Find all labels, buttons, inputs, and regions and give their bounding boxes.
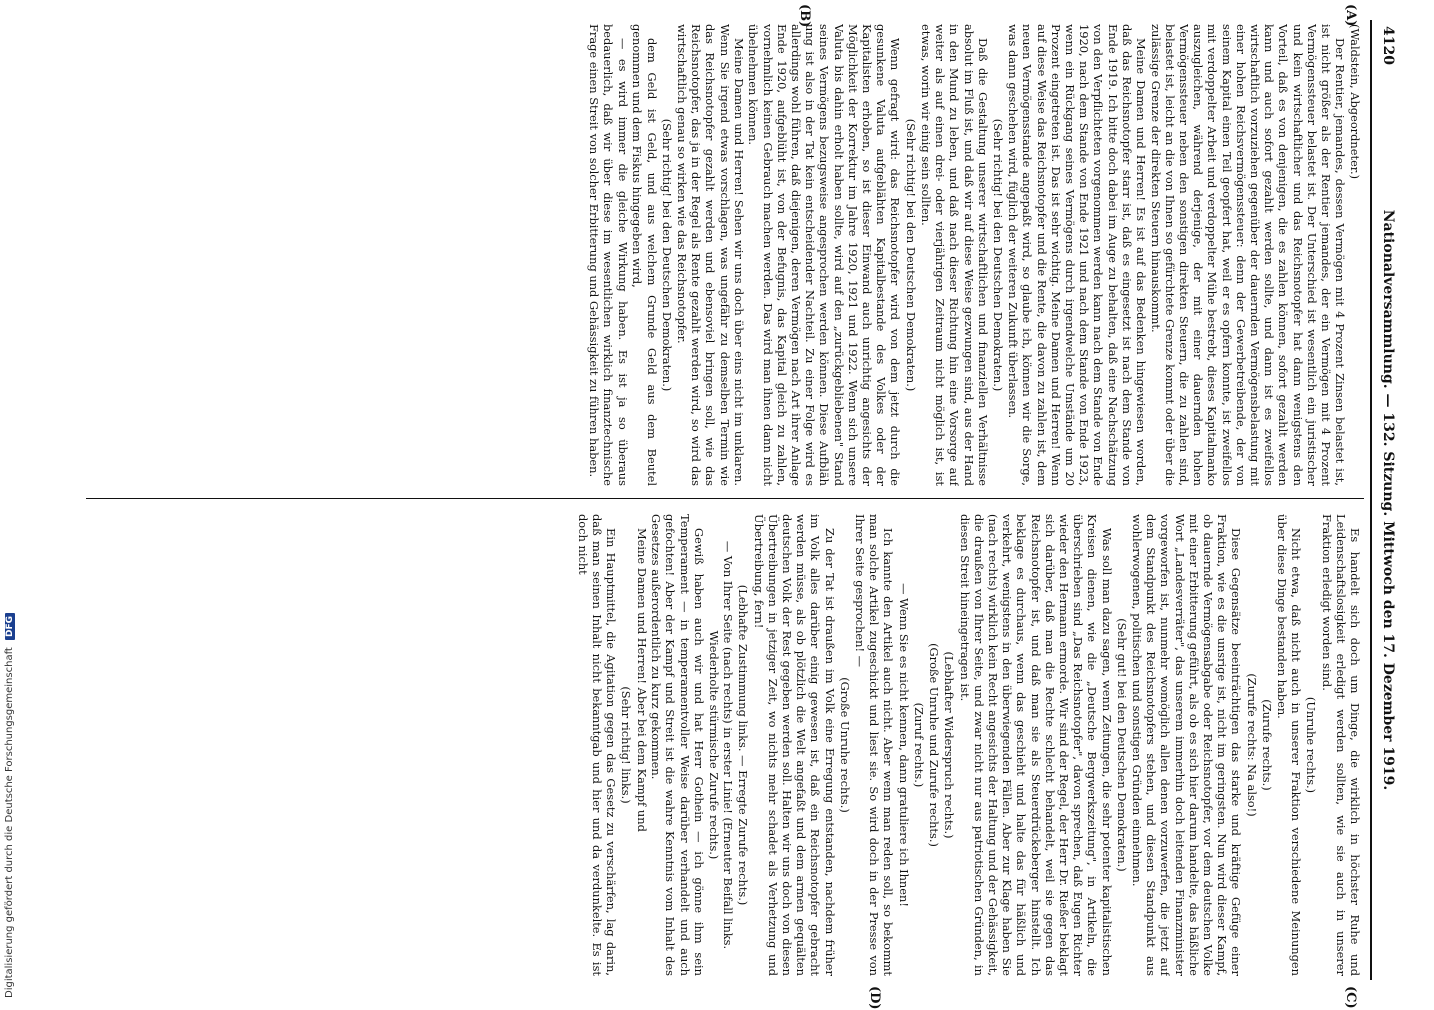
dfg-attribution xyxy=(4,613,15,998)
margin-marker-b: (B) xyxy=(797,4,812,28)
paragraph: Nicht etwa, daß nicht auch in unserer Fraktion verschiedene Meinungen über diese Dinge bestanden haben. xyxy=(1274,514,1304,976)
paragraph: — es wird immer die gleiche Wirkung haben. Es ist ja so überaus bedauerlich, daß wir über diese im wesentlichen wirklich finanztechnische Frage einen Streit von solcher Erbitterung und Gehässigkeit zu führen haben. xyxy=(587,24,630,486)
speaker-name: (Waldstein, Abgeordneter.) xyxy=(1348,24,1362,180)
interjection: (Lebhafter Widerspruch rechts.) xyxy=(942,651,957,839)
interjection: (Sehr richtig! bei den Deutschen Demokraten.) xyxy=(659,118,674,392)
paragraph: Zu der Tat ist draußen im Volk eine Erregung entstanden, nachdem früher im Volk alles darüber einig gewesen ist, daß ein Reichsnotopfer gebracht werden müsse, als ob plötzlich die Welt angefaßt und dem armen gequälten deutschen Volk der Rest gegeben werden soll. Halten wir uns doch von diesen Übertreibungen in jetziger Zeit, wo nichts mehr schadet als Verhetzung und Übertreibung, fern! xyxy=(751,514,837,976)
interjection: (Große Unruhe rechts.) xyxy=(837,677,852,813)
interjection: (Sehr gut! bei den Deutschen Demokraten.) xyxy=(1114,618,1129,872)
interjection: — Von Ihrer Seite (nach rechts) in erster Linie! (Erneuter Beifall links. Wiederholte stürmische Zurufe rechts.) xyxy=(707,540,736,950)
interjection: (Zurufe rechts.) xyxy=(1259,699,1274,791)
paragraph: Es handelt sich doch um Dinge, die wirklich in höchster Ruhe und Leidenschaftslosigkeit erledigt werden sollten, wie sie auch in unserer Fraktion erledigt worden sind. xyxy=(1319,514,1362,976)
interjection: (Zurufe rechts: Na also!) xyxy=(1244,673,1259,817)
page-number: 4120 xyxy=(1380,26,1396,65)
dfg-logo: DFG xyxy=(5,613,15,640)
paragraph: Ein Hauptmittel, die Agitation gegen das Gesetz zu verschärfen, lag darin, daß man seinen Inhalt nicht bekanntgab und hier und da verdunkelte. Es ist doch nicht xyxy=(575,514,619,976)
margin-marker-d: (D) xyxy=(867,986,882,1010)
right-column xyxy=(92,514,1362,976)
interjection: — Wenn Sie es nicht kennen, dann gratuliere ich Ihnen! xyxy=(896,583,911,907)
paragraph: dem Geld ist Geld, und aus welchem Grunde Geld aus dem Beutel genommen und dem Fiskus hingegeben wird, xyxy=(630,24,659,486)
margin-marker-c: (C) xyxy=(1343,986,1358,1009)
paragraph: Meine Damen und Herren! Es ist auf das Bedenken hingewiesen worden, daß das Reichsnotopfer starr ist, daß es eingesetzt ist nach dem Stande von Ende 1919. Ich bitte doch dabei im Auge zu behalten, daß eine Nachschätzung von den Verpflichteten vorgenommen werden kann nach dem Stande von Ende 1920, nach dem Stande von Ende 1921 und nach dem Stande von Ende 1923, wenn ein Rückgang seines Vermögens durch irgendwelche Umstände um 20 Prozent eingetreten ist. Das ist sehr wichtig. Meine Damen und Herren! Wenn auf diese Weise das Reichsnotopfer und die Rente, die davon zu zahlen ist, dem neuen Vermögensstande angepaßt wird, so glaube ich, können wir die Sorge, was dann geschehen wird, füglich der weiteren Zukunft überlassen. xyxy=(1006,24,1148,486)
margin-marker-a: (A) xyxy=(1343,4,1358,27)
paragraph: Der Rentier, jemandes, dessen Vermögen mit 4 Prozent Zinsen belastet ist, ist nicht größer als der Rentier jemandes, der ein Vermögen mit 4 Prozent Vermögenssteuer belastet ist. Der Unterschied ist wesentlich ein juristischer und kein wirtschaftlicher und das Reichsnotopfer hat dann wenigstens den Vorteil, daß es von denjenigen, die es zahlen können, sofort gezahlt werden kann und auch sofort gezahlt werden sollte, und dann ist es zweifellos wirtschaftlich vorzuziehen gegenüber der dauernden Vermögensbelastung mit einer hohen Reichsvermögenssteuer: denn der Gewerbetreibende, der von seinem Kapital einen Teil geopfert hat, weil er es opfern konnte, ist zweifellos mit verdoppelter Arbeit und verdoppelter Mühe bestrebt, dieses Kapitalmanko auszugleichen, während derjenige, der mit einer dauernden hohen Vermögenssteuer neben den sonstigen direkten Steuern, die zu zahlen sind, belastet ist, leicht an die von Ihnen so gefürchtete Grenze kommt oder über die zulässige Grenze der direkten Steuern hinauskommt. xyxy=(1148,24,1348,486)
paragraph: Meine Damen und Herren! Aber bei dem Kampf und xyxy=(634,528,649,832)
paragraph: Ich kannte den Artikel auch nicht. Aber wenn man reden soll, so bekommt man solche Artikel zugeschickt und liest sie. So wird doch in der Presse von Ihrer Seite gesprochen! — xyxy=(853,514,896,976)
interjection: (Zuruf rechts.) xyxy=(911,702,926,788)
document-page xyxy=(82,4,1402,1010)
interjection: (Sehr richtig! bei den Deutschen Demokraten.) xyxy=(990,118,1005,392)
interjection: (Sehr richtig! bei den Deutschen Demokraten.) xyxy=(903,118,918,392)
paragraph: Diese Gegensätze beeinträchtigen das starke und kräftige Gefüge einer Fraktion, wie es die unsrige ist, nicht im geringsten. Nun wird dieser Kampf, ob dauernde Vermögensabgabe oder Reichsnotopfer, vor dem deutschen Volke mit einer Erbitterung geführt, als ob es sich hier darum handelte, das häßliche Wort „Landesverräter", das unserem immerhin doch leitenden Finanzminister vorgeworfen ist, nunmehr womöglich allen denen vorzuwerfen, die jetzt auf dem Standpunkt des Reichsnotopfers stehen, und diesen Standpunkt aus wohlerwogenen, politischen und sonstigen Gründen einnehmen. xyxy=(1129,514,1244,976)
paragraph: Was soll man dazu sagen, wenn Zeitungen, die sehr potenter kapitalistischen Kreisen dienen, wie die „Deutsche Bergwerkszeitung", in Artikeln, die überschrieben sind „Das Reichsnotopfer", davon sprechen, daß Eugen Richter wieder den Hermann ermorde. Wir sind der Regel, der Herr Dr. Rießer beklagt sich darüber, daß man die Rechte schlecht behandelt, weil sie gegen das Reichsnotopfer ist, und daß man sie als Steuerdrückeberger hinstellt. Ich beklage es durchaus, wenn das geschieht und halte das für häßlich und verkehrt, wenigstens in den überwiegenden Fällen. Aber zur Klage haben Sie (nach rechts) wirklich kein Recht angesichts der Haltung und der Gehässigkeit, die draußen von Ihrer Seite, und zwar nicht nur aus patriotischen Gründen, in diesen Streit hineingetragen ist. xyxy=(957,514,1114,976)
interjection: (Lebhafte Zustimmung links. — Erregte Zurufe rechts.) xyxy=(736,584,751,906)
left-column xyxy=(92,24,1362,486)
running-head: Nationalversammlung. — 132. Sitzung. Mittwoch den 17. Dezember 1919. xyxy=(1380,209,1396,791)
page-header xyxy=(1372,20,1396,980)
interjection: (Sehr richtig! links.) xyxy=(619,686,634,804)
interjection: (Große Unruhe und Zurufe rechts.) xyxy=(927,643,942,847)
paragraph: Daß die Gestaltung unserer wirtschaftlichen und finanziellen Verhältnisse absolut im Fluß ist, und daß wir auf diese Weise gezwungen sind, aus der Hand in den Mund zu leben, und daß nach dieser Richtung hin eine Vorsorge auf weiter als auf einen drei- oder vierjährigen Zeitraum nicht möglich ist, ist etwas, worin wir einig sein sollten. xyxy=(918,24,990,486)
column-divider xyxy=(86,498,1364,499)
paragraph: Gewiß haben auch wir und hat Herr Gothein — ich gönne ihm sein Temperament — in temperamentvoller Weise darüber verhandelt und auch gefochten! Aber der Kampf und Streit ist die wahre Kenntnis vom Inhalt des Gesetzes außerordentlich zu kurz gekommen. xyxy=(649,514,706,976)
paragraph: Wenn gefragt wird: das Reichsnotopfer wird von dem jetzt durch die gesunkene Valuta aufgeblähten Kapitalbestande des Volkes oder der Kapitalisten erhoben, so ist dieser Einwand auch unrichtig angesichts der Möglichkeit der Korrektur im Jahre 1920, 1921 und 1922. Wenn sich unsere Valuta bis dahin erholt haben sollte, wird auf den „zurückgebliebenen" Stand seines Vermögens bezugsweise angesprochen werden können. Diese Aufbläh ung ist also in der Tat kein entscheidender Nachteil. Zu einer Folge wird es allerdings wohl führen, daß diejenigen, deren Vermögen nach Art ihrer Anlage Ende 1920, aufgeblüht ist, von der Befugnis, das Kapital gleich zu zahlen, vornehmlich keinen Gebrauch machen werden. Das wird man ihnen dann nicht übelnehmen können. xyxy=(746,24,903,486)
attribution-text: Digitalisierung gefördert durch die Deutsche Forschungsgemeinschaft xyxy=(4,647,15,998)
interjection: (Unruhe rechts.) xyxy=(1304,696,1319,794)
paragraph: Meine Damen und Herren! Sehen wir uns doch über eins nicht im unklaren. Wenn Sie irgend etwas vorschlagen, was ungefähr zu demselben Termin wie das Reichsnotopfer gezahlt werden und ebensoviel bringen soll, wie das Reichsnotopfer, das ja in der Regel als Rente gezahlt werden wird, so wird das wirtschaftlich genau so wirken wie das Reichsnotopfer. xyxy=(674,24,746,486)
header-rule xyxy=(1370,20,1372,980)
